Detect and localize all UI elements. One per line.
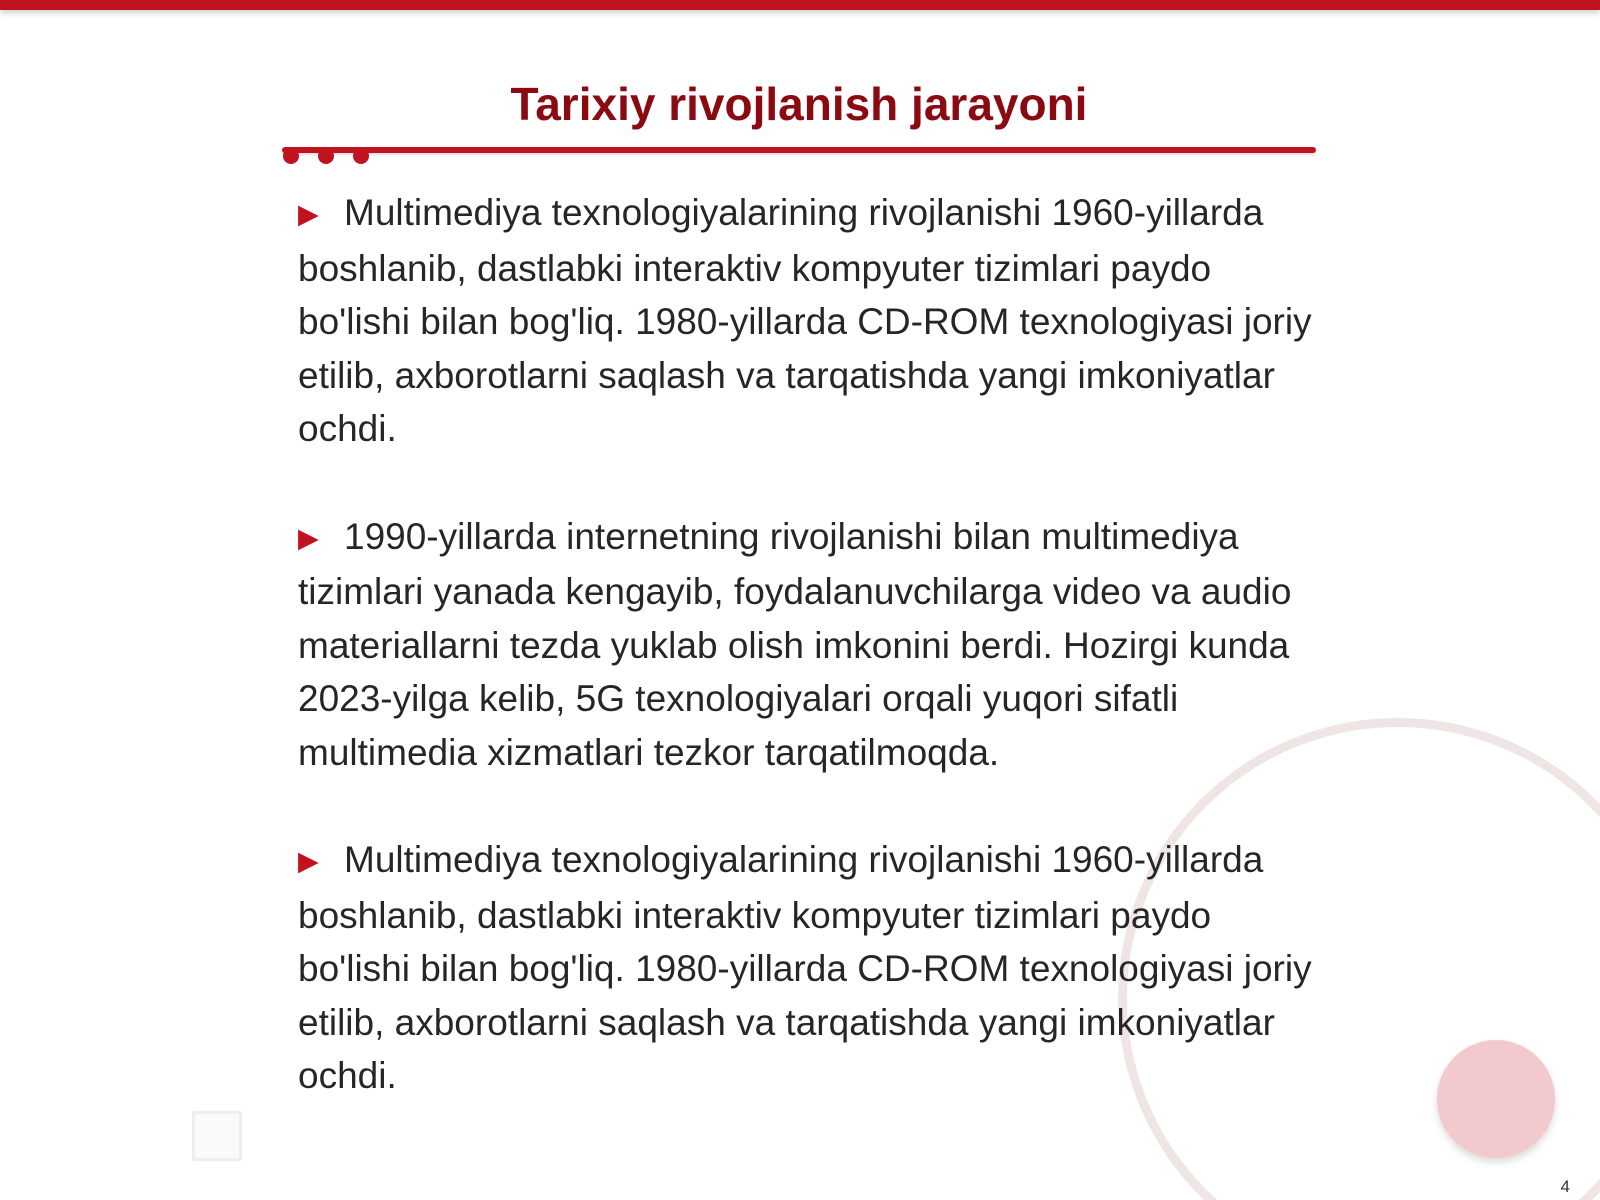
slide-title: Tarixiy rivojlanish jarayoni	[510, 78, 1088, 130]
bullet-item	[298, 186, 1318, 456]
top-accent-bar	[0, 0, 1600, 10]
decorative-dot	[283, 148, 299, 164]
bullet-text: Multimediya texnologiyalarining rivojlanishi 1960-yillarda boshlanib, dastlabki interaktiv kompyuter tizimlari paydo bo'lishi bilan bog'liq. 1980-yillarda CD-ROM texnologiyasi joriy etilib, axborotlarni saqlash va tarqatishda yangi imkoniyatlar ochdi.	[298, 839, 1312, 1096]
bullet-list	[298, 186, 1318, 1103]
bullet-item	[298, 833, 1318, 1103]
bullet-text: 1990-yillarda internetning rivojlanishi bilan multimediya tizimlari yanada kengayib, foydalanuvchilarga video va audio materiallarni tezda yuklab olish imkonini berdi. Hozirgi kunda 2023-yilga kelib, 5G texnologiyalari orqali yuqori sifatli multimedia xizmatlari tezkor tarqatilmoqda.	[298, 515, 1292, 773]
decorative-square	[192, 1111, 242, 1161]
title-underline	[282, 147, 1316, 153]
red-triangle-arrow-icon: ▶	[298, 199, 319, 229]
decorative-dot	[318, 148, 334, 164]
bullet-item	[298, 510, 1318, 780]
decorative-dot	[353, 148, 369, 164]
red-triangle-arrow-icon: ▶	[298, 522, 319, 553]
decorative-pink-circle	[1437, 1040, 1555, 1158]
red-triangle-arrow-icon: ▶	[298, 846, 319, 876]
bullet-text: Multimediya texnologiyalarining rivojlanishi 1960-yillarda boshlanib, dastlabki interaktiv kompyuter tizimlari paydo bo'lishi bilan bog'liq. 1980-yillarda CD-ROM texnologiyasi joriy etilib, axborotlarni saqlash va tarqatishda yangi imkoniyatlar ochdi.	[298, 192, 1312, 449]
page-number: 4	[1560, 1177, 1570, 1196]
